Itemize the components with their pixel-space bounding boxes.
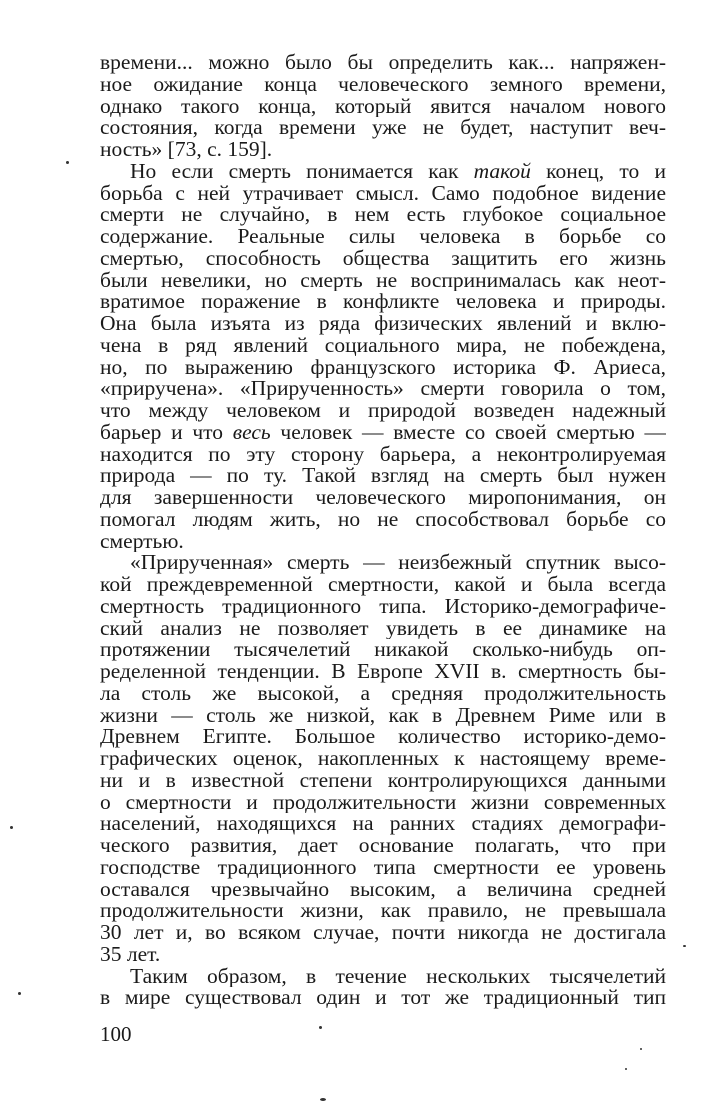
text-segment: барьер и что	[100, 421, 233, 444]
italic-word: такой	[473, 160, 531, 183]
text-segment: человек — вместе со своей смертью —	[270, 421, 666, 444]
italic-word: весь	[232, 421, 271, 444]
scan-speck	[683, 945, 686, 947]
text-line: борьба с ней утрачивает смысл. Само подобное видение	[100, 182, 666, 205]
text-line: но, по выражению французского историка Ф. Ариеса,	[100, 356, 666, 379]
text-line: смерти не случайно, в нем есть глубокое социальное	[100, 204, 666, 226]
text-line: времени... можно было бы определить как... напряжен-	[100, 52, 666, 74]
text-line: оставался чрезвычайно высоким, а величина средней	[100, 878, 666, 901]
scan-speck	[640, 1048, 642, 1050]
text-line: смертью, способность общества защитить его жизнь	[100, 247, 666, 270]
text-line: жизни — столь же низкой, как в Древнем Риме или в	[100, 704, 666, 727]
text-line: Таким образом, в течение нескольких тысячелетий	[130, 965, 666, 988]
scan-speck	[18, 992, 21, 995]
text-line: были невелики, но смерть не воспринималась как неот-	[100, 269, 666, 292]
text-line: продолжительности жизни, как правило, не превышала	[100, 900, 666, 922]
text-line: ческого развития, дает основание полагать, что при	[100, 835, 666, 857]
text-line: ределенной тенденции. В Европе XVII в. смертность бы-	[100, 661, 666, 683]
text-line: ное ожидание конца человеческого земного времени,	[100, 73, 666, 96]
scan-speck	[319, 1026, 322, 1029]
text-line: населений, находящихся на ранних стадиях демографи-	[100, 813, 666, 835]
page-number: 100	[100, 1022, 132, 1046]
text-segment: конец, то и	[530, 160, 666, 183]
text-line: Древнем Египте. Большое количество историко-демо-	[100, 726, 666, 748]
text-line: что между человеком и природой возведен надежный	[100, 400, 666, 422]
text-line: ла столь же высокой, а средняя продолжительность	[100, 682, 666, 705]
text-line: в мире существовал один и тот же традиционный тип	[100, 987, 666, 1009]
text-line: смертью.	[100, 530, 184, 553]
text-line: смертность традиционного типа. Историко-демографиче-	[100, 595, 666, 618]
text-line: 30 лет и, во всяком случае, почти никогда не достигала	[100, 922, 666, 944]
text-line: природа — по ту. Такой взгляд на смерть был нужен	[100, 465, 666, 487]
text-line: Она была изъята из ряда физических явлений и вклю-	[100, 313, 666, 335]
text-line: 35 лет.	[100, 943, 161, 966]
text-line: содержание. Реальные силы человека в борьбе со	[100, 226, 666, 248]
scan-speck	[625, 1068, 627, 1070]
text-line	[100, 422, 666, 444]
text-line: ни и в известной степени контролирующихся данными	[100, 769, 666, 792]
text-segment: Но если смерть понимается как	[130, 160, 474, 183]
text-line: графических оценок, накопленных к настоящему време-	[100, 748, 666, 770]
text-line: находится по эту сторону барьера, а неконтролируемая	[100, 443, 666, 466]
text-line: «Прирученная» смерть — неизбежный спутник высо-	[130, 552, 666, 574]
text-line: вратимое поражение в конфликте человека и природы.	[100, 291, 666, 313]
text-line: для завершенности человеческого миропонимания, он	[100, 487, 666, 509]
text-line: «приручена». «Прирученность» смерти говорила о том,	[100, 378, 666, 400]
text-line: ский анализ не позволяет увидеть в ее динамике на	[100, 617, 666, 640]
text-line: однако такого конца, который явится началом нового	[100, 95, 666, 118]
scan-speck	[66, 161, 69, 164]
text-line: господстве традиционного типа смертности ее уровень	[100, 856, 666, 879]
text-line: ность» [73, с. 159].	[100, 139, 273, 161]
text-line	[100, 161, 666, 183]
text-line: о смертности и продолжительности жизни современных	[100, 791, 666, 814]
scan-speck	[320, 1098, 326, 1101]
page-text	[100, 52, 666, 1009]
scan-speck	[10, 826, 13, 829]
text-line: чена в ряд явлений социального мира, не побеждена,	[100, 334, 666, 357]
text-line: состояния, когда времени уже не будет, наступит веч-	[100, 117, 666, 139]
text-line: помогал людям жить, но не способствовал борьбе со	[100, 508, 666, 531]
text-line: кой преждевременной смертности, какой и была всегда	[100, 574, 666, 596]
text-line: протяжении тысячелетий никакой сколько-нибудь оп-	[100, 639, 666, 661]
